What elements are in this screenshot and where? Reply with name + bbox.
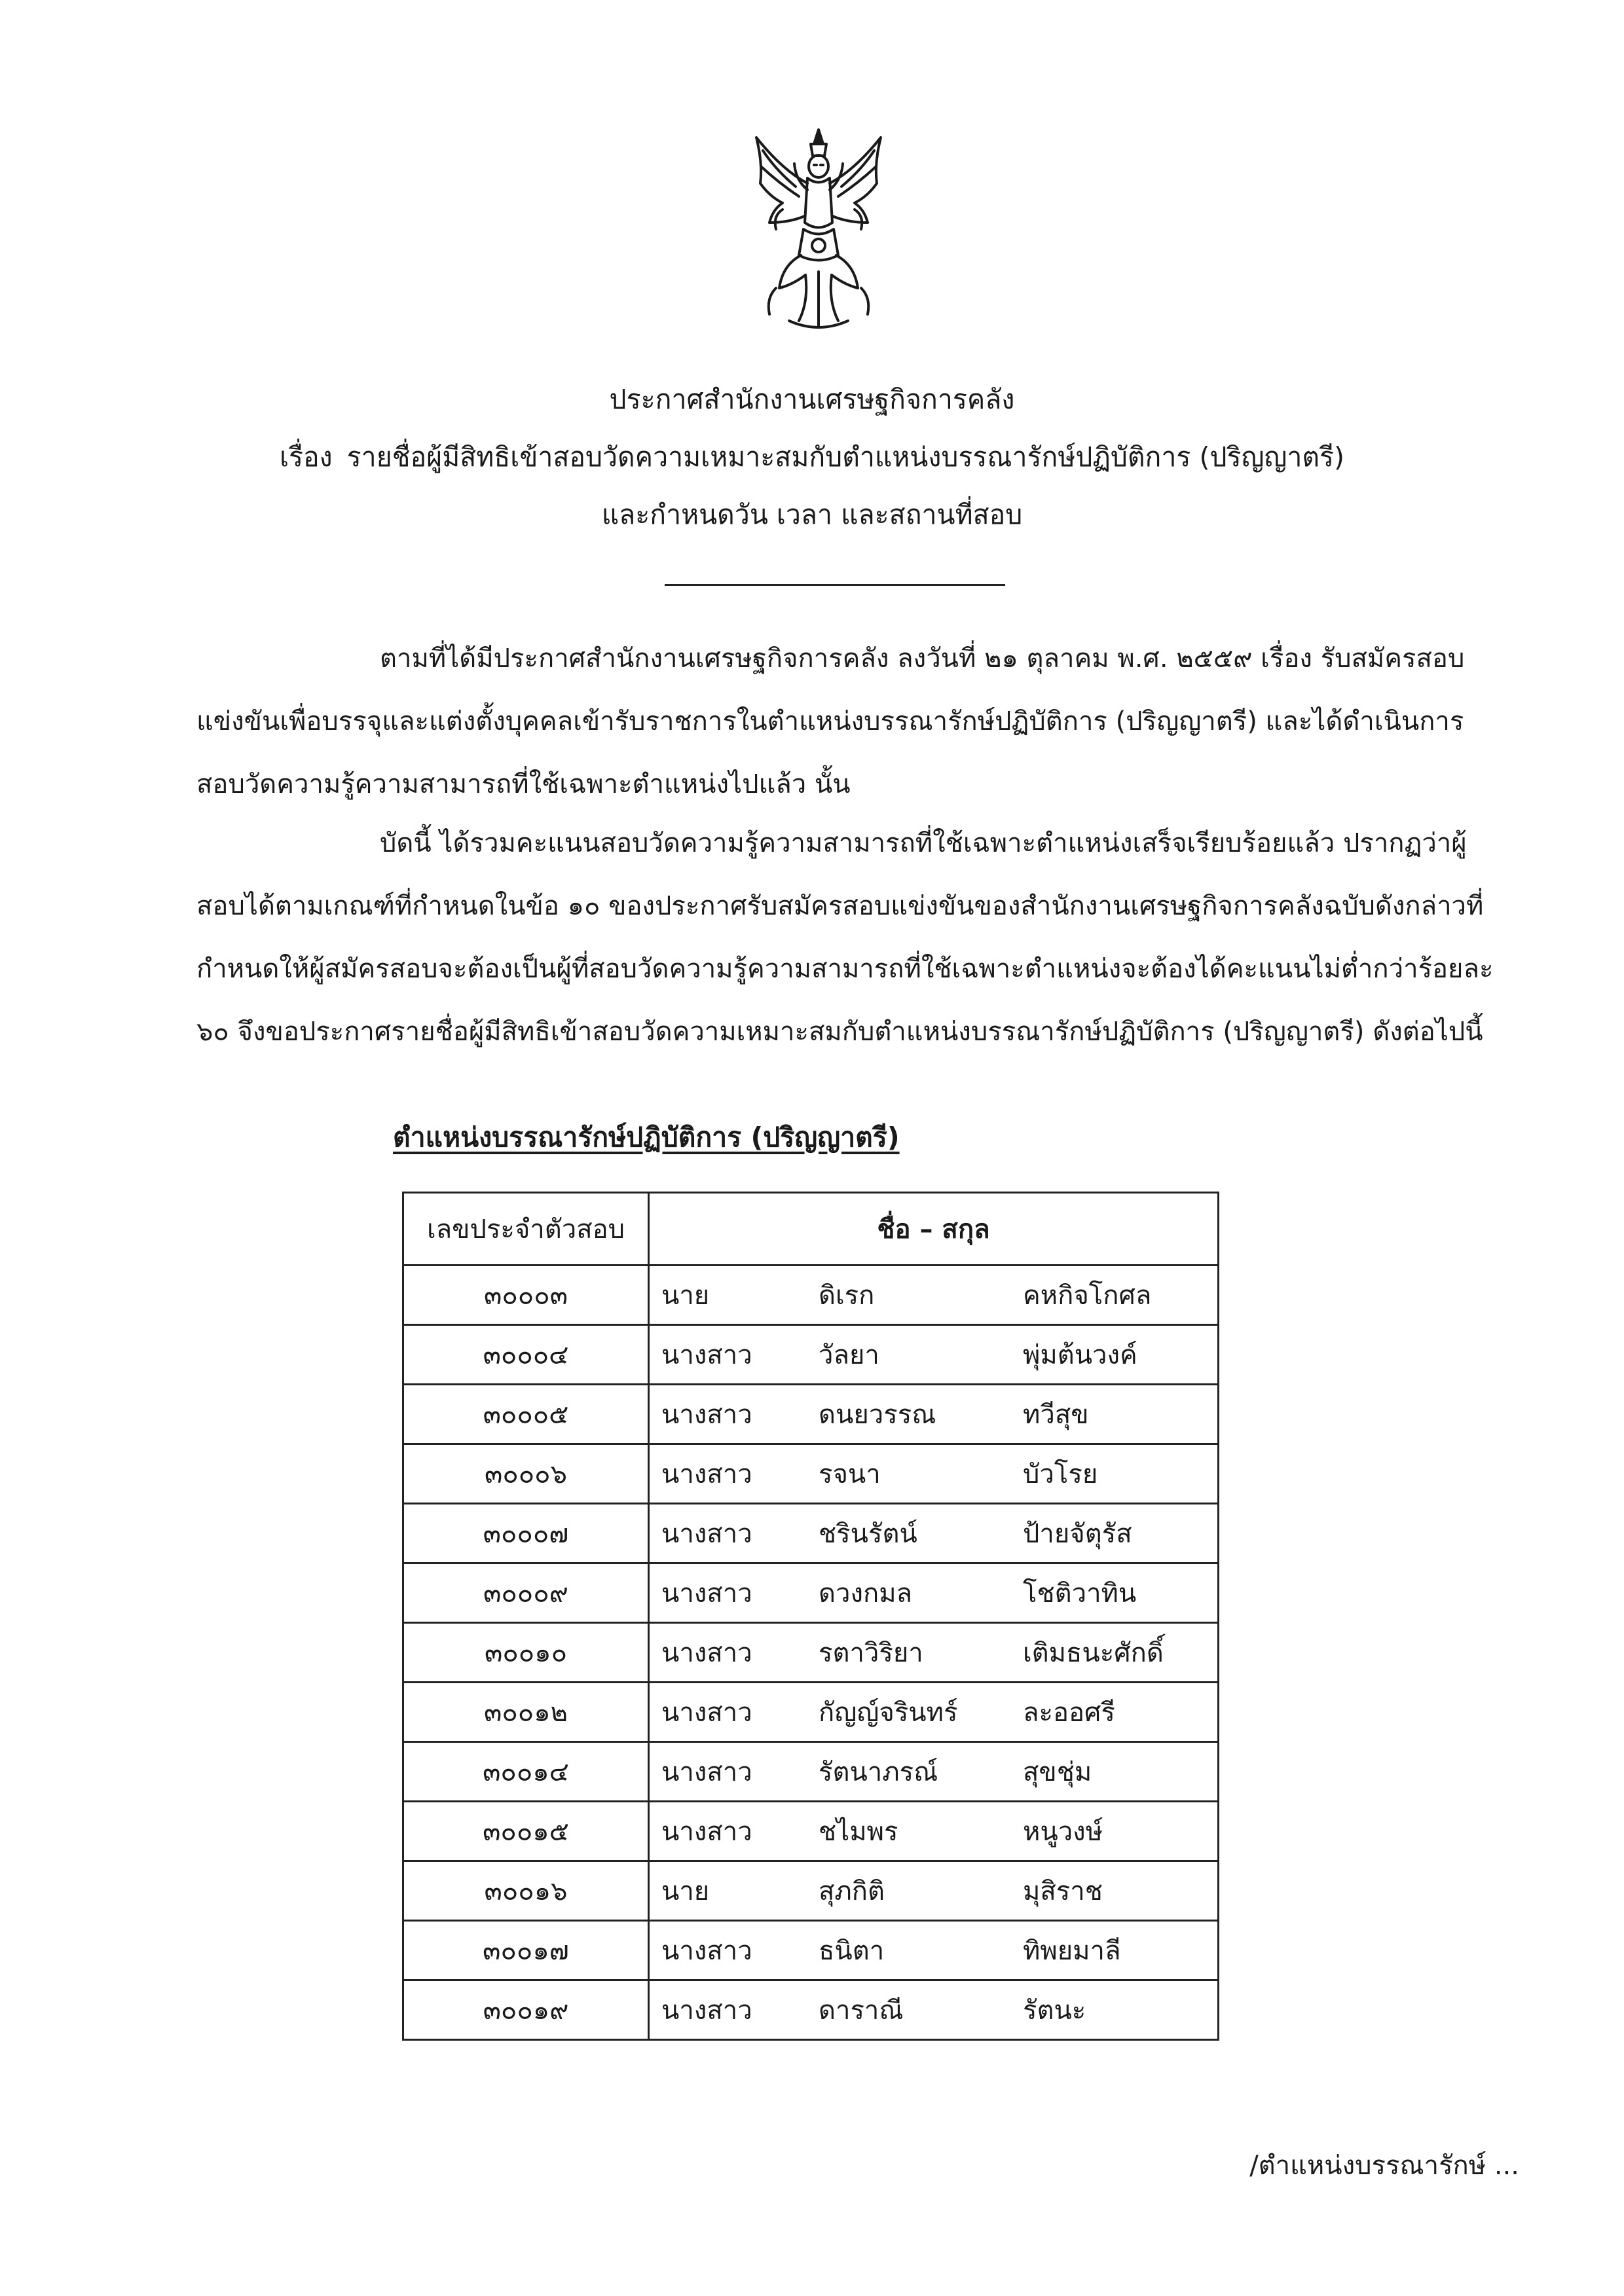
last-name-cell: ป้ายจัตุรัส [1008, 1504, 1219, 1563]
table-row [403, 1980, 1219, 2040]
last-name-cell: เติมธนะศักดิ์ [1008, 1623, 1219, 1683]
title-cell: นางสาว [649, 1802, 805, 1861]
subject-label: เรื่อง [279, 441, 333, 473]
paragraph-2-text: บัดนี้ ได้รวมคะแนนสอบวัดความรู้ความสามารถที่ใช้เฉพาะตำแหน่งเสร็จเรียบร้อยแล้ว ปรากฏว่าผู้สอบได้ตามเกณฑ์ที่กำหนดในข้อ ๑๐ ของประกาศรับสมัครสอบแข่งขันของสำนักงานเศรษฐกิจการคลังฉบับดังกล่าวที่กำหนดให้ผู้สมัครสอบจะต้องเป็นผู้ที่สอบวัดความรู้ความสามารถที่ใช้เฉพาะตำแหน่งจะต้องได้คะแนนไม่ต่ำกว่าร้อยละ ๖๐ จึงขอประกาศรายชื่อผู้มีสิทธิเข้าสอบวัดความเหมาะสมกับตำแหน่งบรรณารักษ์ปฏิบัติการ (ปริญญาตรี) ดังต่อไปนี้ [196, 828, 1494, 1047]
last-name-cell: ละออศรี [1008, 1683, 1219, 1742]
first-name-cell: ดิเรก [804, 1266, 1008, 1325]
exam-id-cell: ๓๐๐๐๙ [403, 1563, 649, 1623]
header-name: ชื่อ – สกุล [649, 1193, 1219, 1266]
garuda-emblem-icon [743, 124, 894, 350]
heading-divider [665, 584, 1005, 586]
title-cell: นางสาว [649, 1385, 805, 1444]
first-name-cell: ธนิตา [804, 1921, 1008, 1980]
title-cell: นางสาว [649, 1742, 805, 1802]
last-name-cell: บัวโรย [1008, 1444, 1219, 1504]
exam-id-cell: ๓๐๐๐๖ [403, 1444, 649, 1504]
table-row [403, 1742, 1219, 1802]
paragraph-1-text: ตามที่ได้มีประกาศสำนักงานเศรษฐกิจการคลัง ลงวันที่ ๒๑ ตุลาคม พ.ศ. ๒๕๕๙ เรื่อง รับสมัครสอบแข่งขันเพื่อบรรจุและแต่งตั้งบุคคลเข้ารับราชการในตำแหน่งบรรณารักษ์ปฏิบัติการ (ปริญญาตรี) และได้ดำเนินการสอบวัดความรู้ความสามารถที่ใช้เฉพาะตำแหน่งไปแล้ว นั้น [196, 644, 1465, 799]
title-cell: นางสาว [649, 1683, 805, 1742]
title-cell: นางสาว [649, 1504, 805, 1563]
title-cell: นางสาว [649, 1325, 805, 1385]
section-title: ตำแหน่งบรรณารักษ์ปฏิบัติการ (ปริญญาตรี) [393, 1121, 900, 1153]
exam-id-cell: ๓๐๐๑๐ [403, 1623, 649, 1683]
last-name-cell: โชติวาทิน [1008, 1563, 1219, 1623]
last-name-cell: รัตนะ [1008, 1980, 1219, 2040]
exam-id-cell: ๓๐๐๑๒ [403, 1683, 649, 1742]
last-name-cell: ทวีสุข [1008, 1385, 1219, 1444]
table-body [403, 1266, 1219, 2040]
table-row [403, 1266, 1219, 1325]
title-cell: นางสาว [649, 1980, 805, 2040]
table-row [403, 1683, 1219, 1742]
title-cell: นางสาว [649, 1623, 805, 1683]
first-name-cell: รตาวิริยา [804, 1623, 1008, 1683]
title-cell: นางสาว [649, 1921, 805, 1980]
last-name-cell: ทิพยมาลี [1008, 1921, 1219, 1980]
subject-text: รายชื่อผู้มีสิทธิเข้าสอบวัดความเหมาะสมกับตำแหน่งบรรณารักษ์ปฏิบัติการ (ปริญญาตรี) [346, 441, 1345, 473]
title-cell: นางสาว [649, 1444, 805, 1504]
table-header-row [403, 1193, 1219, 1266]
table-row [403, 1325, 1219, 1385]
first-name-cell: กัญญ์จรินทร์ [804, 1683, 1008, 1742]
first-name-cell: ดวงกมล [804, 1563, 1008, 1623]
first-name-cell: สุภกิติ [804, 1861, 1008, 1921]
table-row [403, 1504, 1219, 1563]
exam-id-cell: ๓๐๐๑๙ [403, 1980, 649, 2040]
last-name-cell: หนูวงษ์ [1008, 1802, 1219, 1861]
first-name-cell: ชรินรัตน์ [804, 1504, 1008, 1563]
table-row [403, 1623, 1219, 1683]
first-name-cell: รัตนาภรณ์ [804, 1742, 1008, 1802]
exam-id-cell: ๓๐๐๑๔ [403, 1742, 649, 1802]
paragraph-1 [196, 627, 1500, 816]
exam-id-cell: ๓๐๐๑๖ [403, 1861, 649, 1921]
header-exam-id: เลขประจำตัวสอบ [403, 1193, 649, 1266]
first-name-cell: ชไมพร [804, 1802, 1008, 1861]
table-row [403, 1385, 1219, 1444]
exam-id-cell: ๓๐๐๐๗ [403, 1504, 649, 1563]
first-name-cell: รจนา [804, 1444, 1008, 1504]
table-row [403, 1563, 1219, 1623]
exam-id-cell: ๓๐๐๑๗ [403, 1921, 649, 1980]
first-name-cell: ดนยวรรณ [804, 1385, 1008, 1444]
table-row [403, 1921, 1219, 1980]
first-name-cell: วัลยา [804, 1325, 1008, 1385]
table-row [403, 1802, 1219, 1861]
exam-id-cell: ๓๐๐๑๕ [403, 1802, 649, 1861]
table-row [403, 1444, 1219, 1504]
exam-id-cell: ๓๐๐๐๓ [403, 1266, 649, 1325]
exam-id-cell: ๓๐๐๐๔ [403, 1325, 649, 1385]
announcement-subject-continued: และกำหนดวัน เวลา และสถานที่สอบ [601, 499, 1023, 530]
table-row [403, 1861, 1219, 1921]
exam-id-cell: ๓๐๐๐๕ [403, 1385, 649, 1444]
title-cell: นาย [649, 1861, 805, 1921]
last-name-cell: สุขชุ่ม [1008, 1742, 1219, 1802]
last-name-cell: คหกิจโกศล [1008, 1266, 1219, 1325]
announcement-issuer: ประกาศสำนักงานเศรษฐกิจการคลัง [609, 384, 1015, 415]
continuation-note: /ตำแหน่งบรรณารักษ์ ... [1249, 2151, 1519, 2181]
candidate-table [402, 1192, 1219, 2041]
paragraph-2 [196, 812, 1500, 1063]
last-name-cell: พุ่มต้นวงค์ [1008, 1325, 1219, 1385]
title-cell: นาย [649, 1266, 805, 1325]
last-name-cell: มุสิราช [1008, 1861, 1219, 1921]
first-name-cell: ดาราณี [804, 1980, 1008, 2040]
title-cell: นางสาว [649, 1563, 805, 1623]
announcement-subject [0, 437, 1624, 477]
